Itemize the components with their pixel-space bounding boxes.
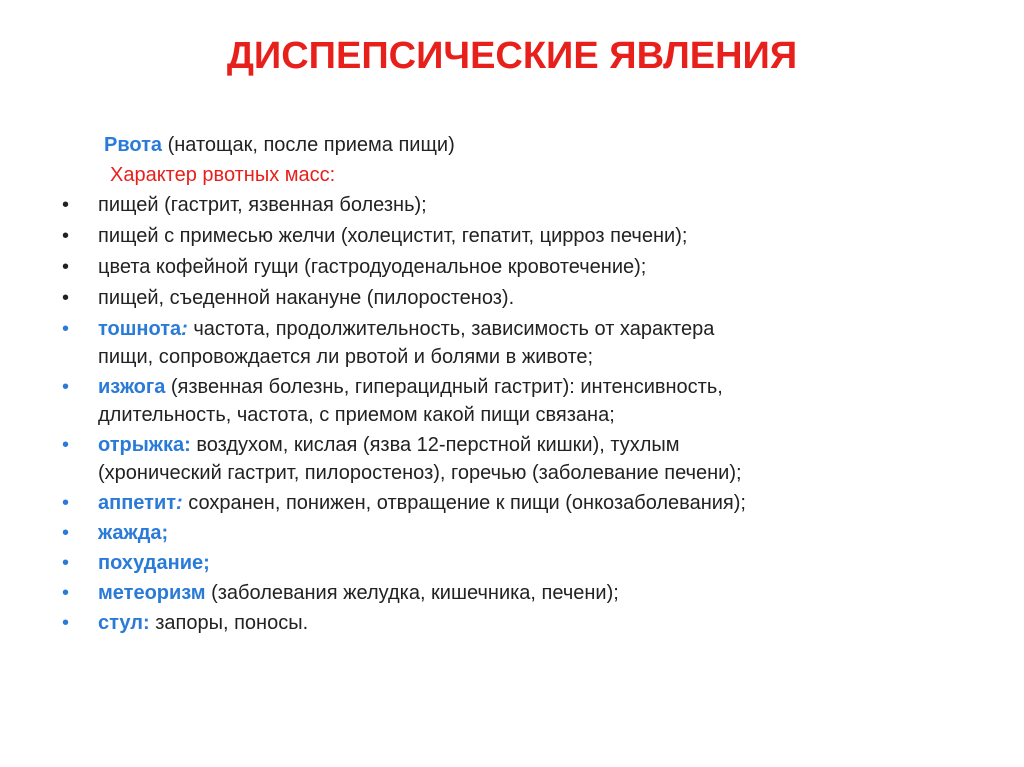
symptom-item (62, 549, 962, 577)
bullet-icon: • (62, 434, 70, 456)
symptom-text: (язвенная болезнь, гиперацидный гастрит): интенсивность, (165, 376, 723, 398)
intro-text: (натощак, после приема пищи) (162, 134, 455, 156)
bullet-list (62, 191, 962, 637)
symptom-item (62, 519, 962, 547)
symptom-key: похудание; (98, 552, 210, 574)
bullet-icon: • (62, 318, 70, 340)
symptom-key: метеоризм (98, 582, 206, 604)
symptom-item (62, 609, 962, 637)
bullet-icon: • (62, 582, 70, 604)
bullet-icon: • (62, 225, 70, 247)
symptom-item (62, 431, 962, 487)
symptom-item (62, 315, 962, 371)
bullet-icon: • (62, 256, 70, 278)
symptom-text: частота, продолжительность, зависимость от характера (187, 318, 715, 340)
symptom-text: сохранен, понижен, отвращение к пищи (онкозаболевания); (182, 492, 746, 514)
symptom-item (62, 579, 962, 607)
symptom-sep: : (181, 318, 188, 340)
symptom-sep: : (142, 612, 150, 634)
bullet-icon: • (62, 612, 70, 634)
symptom-sep: : (176, 492, 183, 514)
symptom-key: тошнота (98, 318, 182, 340)
list-item-text: пищей, съеденной накануне (пилоростеноз). (98, 287, 515, 309)
symptom-text-cont: длительность, частота, с приемом какой пищи связана; (98, 404, 615, 426)
symptom-key: стул (98, 612, 143, 634)
symptom-text: воздухом, кислая (язва 12-перстной кишки), тухлым (190, 434, 680, 456)
subheading (110, 160, 335, 190)
subheading-text: Характер рвотных масс: (110, 164, 336, 186)
list-item-text: цвета кофейной гущи (гастродуоденальное кровотечение); (98, 256, 647, 278)
intro-line (104, 130, 455, 160)
symptom-key: аппетит (98, 492, 177, 514)
symptom-item (62, 373, 962, 429)
symptom-item (62, 489, 962, 517)
bullet-icon: • (62, 194, 70, 216)
bullet-icon: • (62, 552, 70, 574)
list-item (62, 191, 962, 219)
symptom-text: запоры, поносы. (149, 612, 309, 634)
symptom-text-cont: пищи, сопровождается ли рвотой и болями в животе; (98, 346, 594, 368)
list-item (62, 253, 962, 281)
symptom-sep: : (184, 434, 191, 456)
symptom-key: жажда; (98, 522, 169, 544)
symptom-key: отрыжка (98, 434, 185, 456)
list-item (62, 284, 962, 312)
symptom-key: изжога (98, 376, 166, 398)
bullet-icon: • (62, 492, 70, 514)
page-title: ДИСПЕПСИЧЕСКИЕ ЯВЛЕНИЯ (226, 35, 798, 77)
list-item (62, 222, 962, 250)
list-item-text: пищей (гастрит, язвенная болезнь); (98, 194, 427, 216)
symptom-text: (заболевания желудка, кишечника, печени); (205, 582, 619, 604)
bullet-icon: • (62, 522, 70, 544)
bullet-icon: • (62, 287, 70, 309)
bullet-icon: • (62, 376, 70, 398)
intro-keyword: Рвота (104, 134, 163, 156)
symptom-text-cont: (хронический гастрит, пилоростеноз), горечью (заболевание печени); (98, 462, 742, 484)
list-item-text: пищей с примесью желчи (холецистит, гепатит, цирроз печени); (98, 225, 688, 247)
